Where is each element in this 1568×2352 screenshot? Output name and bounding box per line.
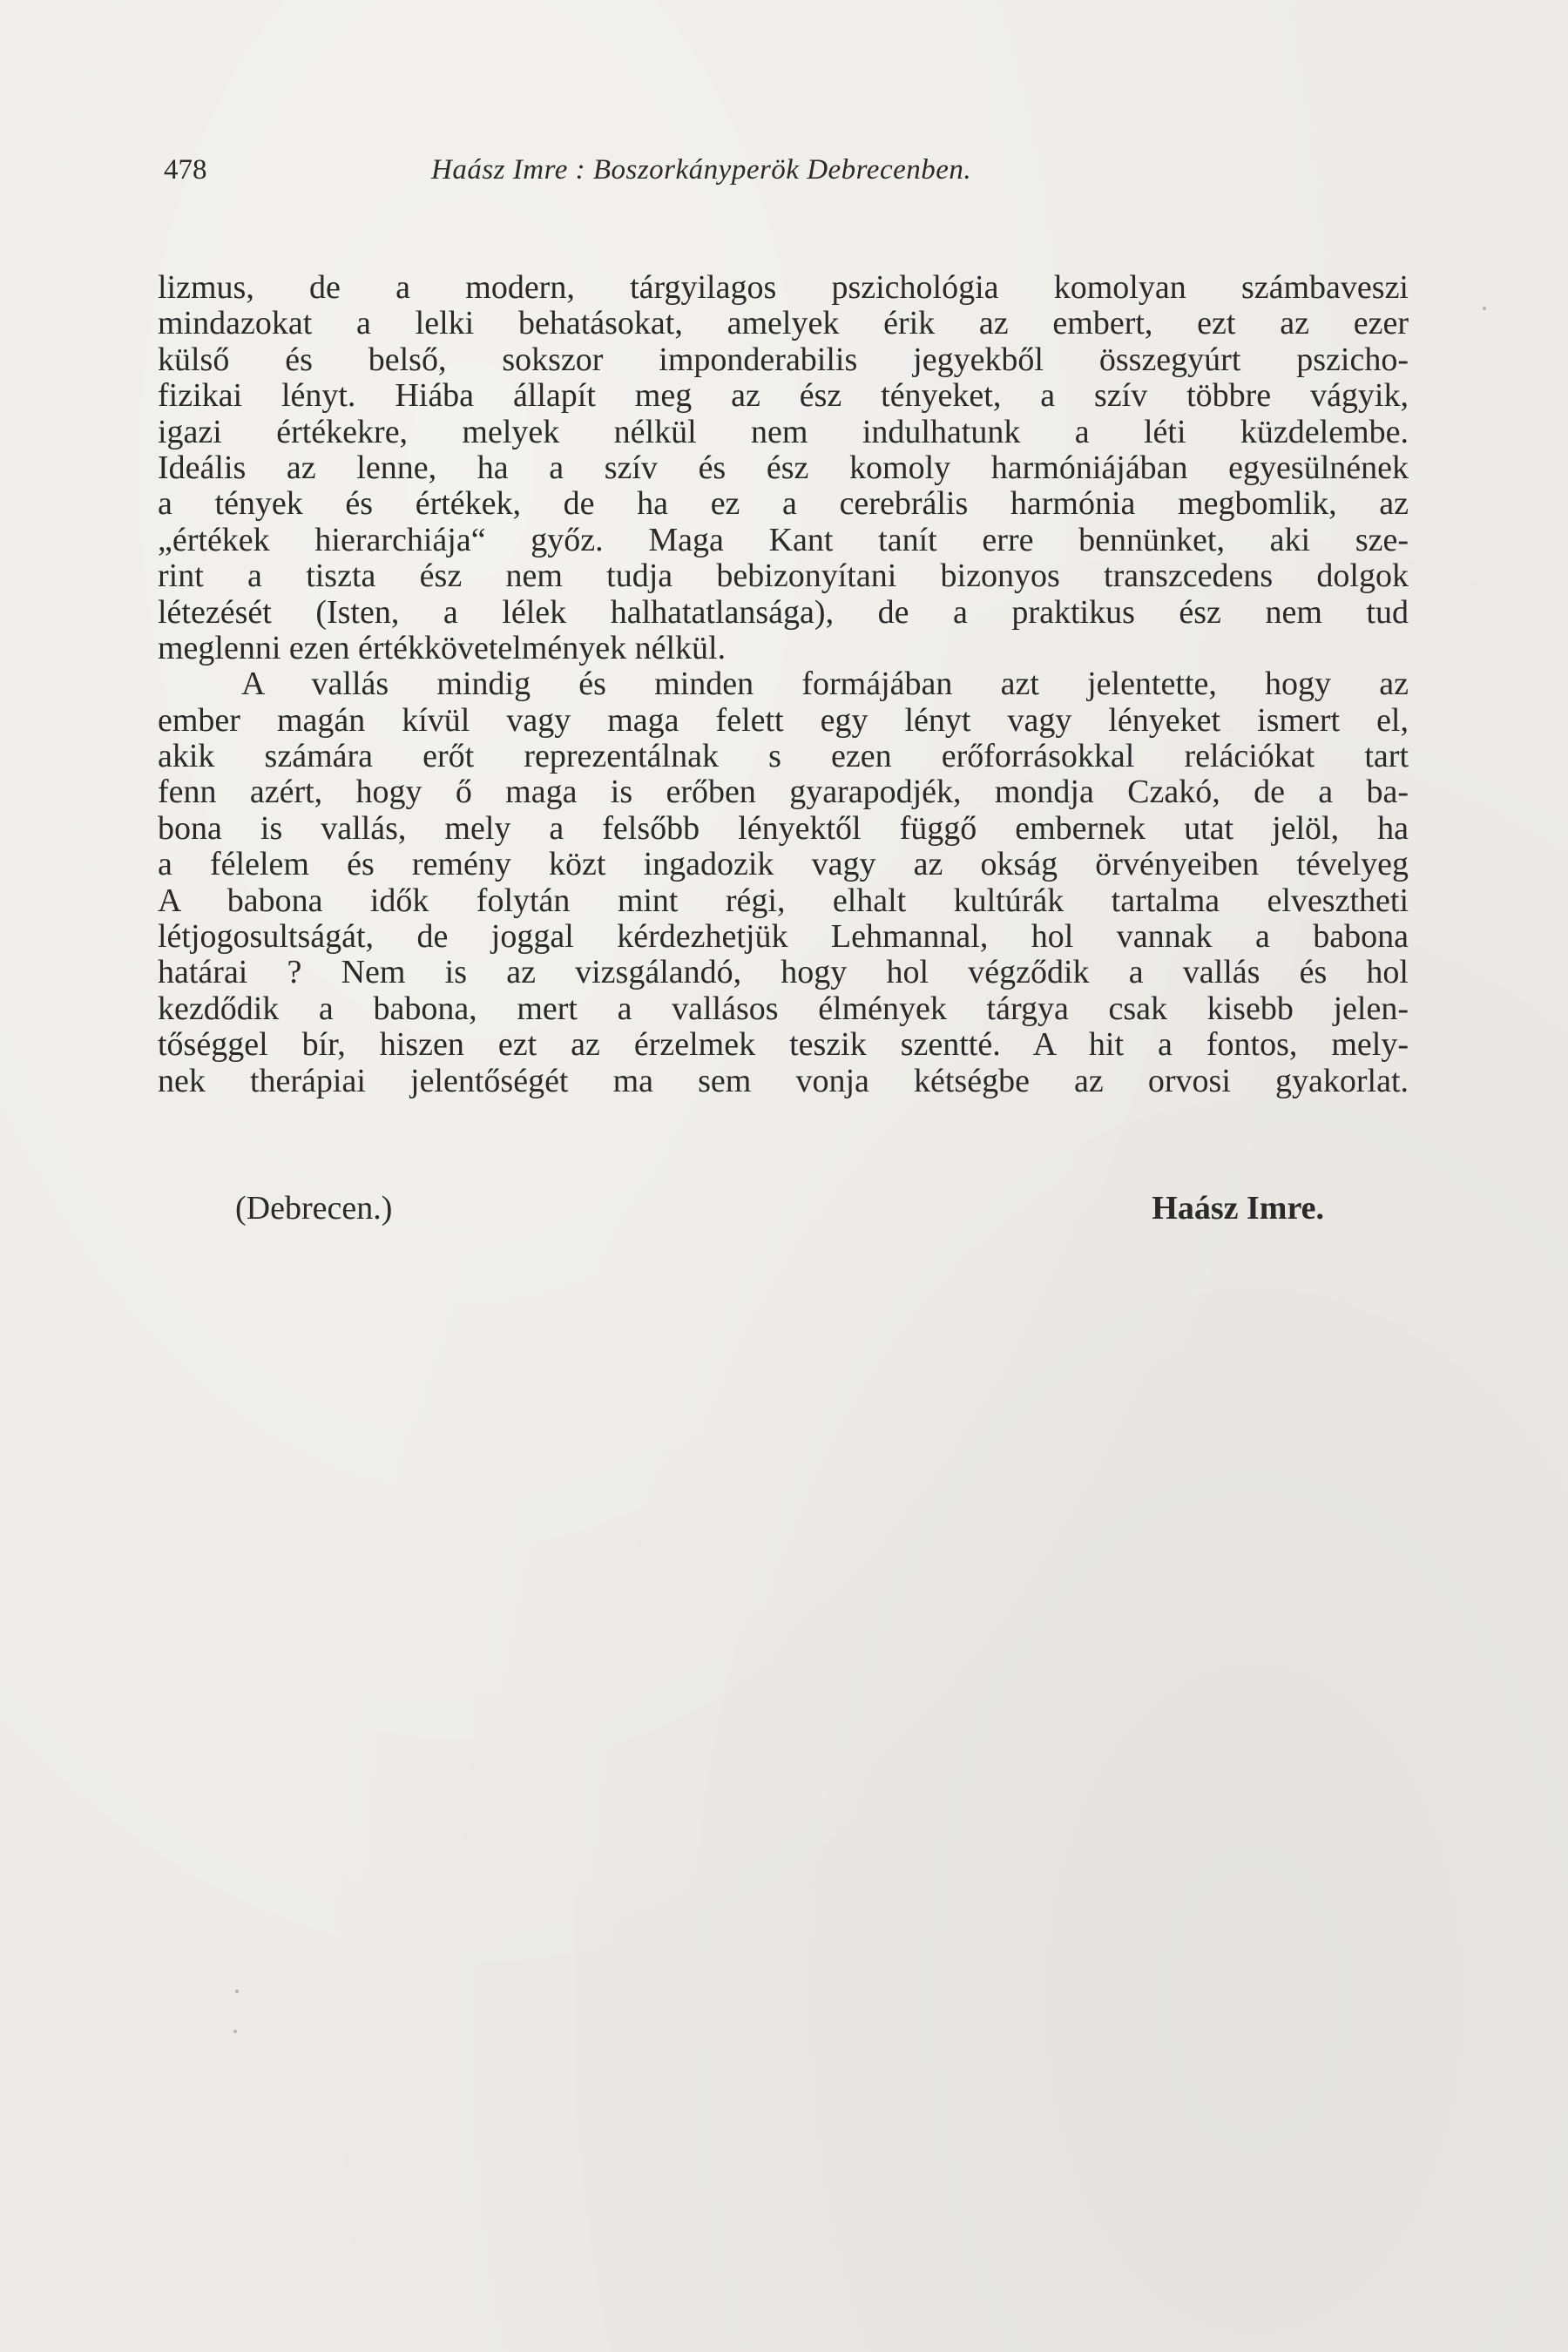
text-line: akik számára erőt reprezentálnak s ezen erőforrásokkal relációkat tart (158, 739, 1409, 775)
text-line: lizmus, de a modern, tárgyilagos pszichológia komolyan számbaveszi (158, 270, 1409, 306)
text-line: Ideális az lenne, ha a szív és ész komoly harmóniájában egyesülnének (158, 449, 1409, 486)
text-line: a tények és értékek, de ha ez a cerebrális harmónia megbomlik, az (158, 486, 1409, 523)
page-number: 478 (164, 154, 207, 186)
text-line: határai ? Nem is az vizsgálandó, hogy hol végződik a vallás és hol (158, 955, 1409, 991)
text-line: „értékek hierarchiája“ győz. Maga Kant tanít erre bennünket, aki sze- (158, 522, 1409, 558)
text-line: külső és belső, sokszor imponderabilis jegyekből összegyúrt pszicho- (158, 341, 1409, 378)
text-line: létezését (Isten, a lélek halhatatlansága), de a praktikus ész nem tud (158, 594, 1409, 631)
print-speck (1483, 307, 1486, 310)
text-line: kezdődik a babona, mert a vallásos élmények tárgya csak kisebb jelen- (158, 990, 1409, 1027)
text-line: a félelem és remény közt ingadozik vagy az okság örvényeiben tévelyeg (158, 847, 1409, 883)
text-line: bona is vallás, mely a felsőbb lényektől függő embernek utat jelöl, ha (158, 810, 1409, 847)
text-line: igazi értékekre, melyek nélkül nem indulhatunk a léti küzdelembe. (158, 414, 1409, 450)
running-head (164, 150, 1436, 190)
text-line: meglenni ezen értékkövetelmények nélkül. (158, 630, 727, 666)
text-line: tőséggel bír, hiszen ezt az érzelmek teszik szentté. A hit a fontos, mely- (158, 1027, 1409, 1064)
text-line: rint a tiszta ész nem tudja bebizonyítani bizonyos transzcedens dolgok (158, 558, 1409, 595)
paragraph-start-line: A vallás mindig és minden formájában azt jelentette, hogy az (241, 666, 1409, 703)
text-line: fizikai lényt. Hiába állapít meg az ész tényeket, a szív többre vágyik, (158, 378, 1409, 415)
print-speck (233, 2030, 237, 2033)
text-line: mindazokat a lelki behatásokat, amelyek érik az embert, ezt az ezer (158, 306, 1409, 342)
text-line: létjogosultságát, de joggal kérdezhetjük Lehmannal, hol vannak a babona (158, 919, 1409, 956)
signature-place: (Debrecen.) (235, 1190, 393, 1227)
text-line: ember magán kívül vagy maga felett egy lényt vagy lényeket ismert el, (158, 702, 1409, 739)
print-speck (235, 1990, 239, 1993)
text-line: fenn azért, hogy ő maga is erőben gyarapodjék, mondja Czakó, de a ba- (158, 774, 1409, 811)
text-line: nek therápiai jelentőségét ma sem vonja kétségbe az orvosi gyakorlat. (158, 1063, 1409, 1099)
body-text (158, 270, 1409, 1099)
signature-author: Haász Imre. (1152, 1190, 1324, 1227)
signature-row (235, 1186, 1324, 1230)
text-line: A babona idők folytán mint régi, elhalt kultúrák tartalma elvesztheti (158, 882, 1409, 919)
running-head-title: Haász Imre : Boszorkányperök Debrecenben. (431, 154, 972, 186)
